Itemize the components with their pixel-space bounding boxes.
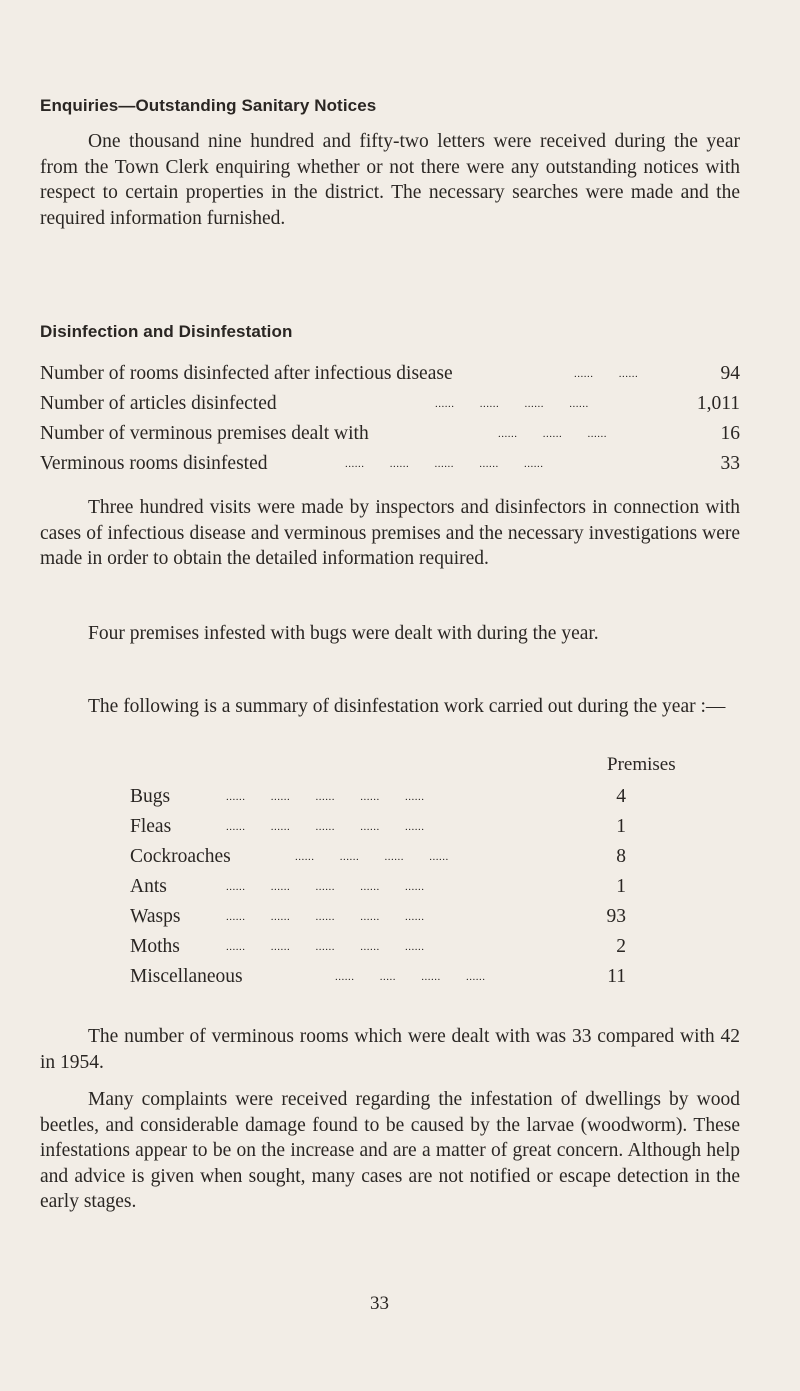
page-number: 33 <box>370 1293 389 1314</box>
stat-value: 1,011 <box>696 393 740 414</box>
dot-leader: ...... ...... ...... ...... ...... <box>226 941 425 953</box>
stat-label: Number of rooms disinfected after infectious disease <box>40 363 453 384</box>
stat-label: Number of articles disinfected <box>40 393 277 414</box>
stat-value: 16 <box>720 423 740 444</box>
stat-row <box>40 452 740 476</box>
stat-value: 94 <box>720 363 740 384</box>
summary-value: 93 <box>606 906 626 927</box>
summary-row <box>130 905 626 929</box>
summary-row <box>130 935 626 959</box>
summary-value: 11 <box>607 966 626 987</box>
dot-leader: ...... ...... ...... <box>498 428 607 440</box>
visits-paragraph: Three hundred visits were made by inspectors and disinfectors in connection with cases of infectious disease and verminous premises and the necessary investigations were made in order to obtain the detailed information required. <box>40 497 740 570</box>
verminous-rooms-paragraph: The number of verminous rooms which were dealt with was 33 compared with 42 in 1954. <box>40 1026 740 1073</box>
dot-leader: ...... ...... ...... ...... ...... <box>226 791 425 803</box>
summary-label: Moths <box>130 936 180 957</box>
dot-leader: ...... ...... ...... ...... ...... <box>226 881 425 893</box>
summary-label: Bugs <box>130 786 171 807</box>
summary-value: 2 <box>616 936 626 957</box>
dot-leader: ...... ...... ...... ...... <box>435 398 589 410</box>
stat-row <box>40 422 740 446</box>
summary-label: Cockroaches <box>130 846 231 867</box>
document-page <box>40 0 740 1391</box>
section-heading-enquiries: Enquiries—Outstanding Sanitary Notices <box>40 96 377 115</box>
summary-value: 1 <box>616 876 626 897</box>
summary-value: 1 <box>616 816 626 837</box>
dot-leader: ...... ...... ...... ...... ...... <box>345 458 544 470</box>
summary-value: 8 <box>616 846 626 867</box>
dot-leader: ...... ...... ...... ...... ...... <box>226 821 425 833</box>
stat-row <box>40 392 740 416</box>
stat-row <box>40 362 740 386</box>
premises-column-header: Premises <box>607 754 676 775</box>
summary-label: Wasps <box>130 906 181 927</box>
summary-label: Ants <box>130 876 167 897</box>
dot-leader: ...... ...... <box>574 368 639 380</box>
woodworm-paragraph: Many complaints were received regarding the infestation of dwellings by wood beetles, and considerable damage found to be caused by the larvae (woodworm). These infestations appear to be on the increase and are a matter of great concern. Although help and advice is given when sought, many cases are not notified or escape detection in the early stages. <box>40 1089 740 1213</box>
summary-value: 4 <box>616 786 626 807</box>
stat-label: Number of verminous premises dealt with <box>40 423 369 444</box>
dot-leader: ...... ..... ...... ...... <box>335 971 486 983</box>
enquiries-paragraph: One thousand nine hundred and fifty-two letters were received during the year from the Town Clerk enquiring whether or not there were any outstanding notices with respect to certain properties in the district. The necessary searches were made and the required information furnished. <box>40 131 740 229</box>
section-heading-disinfection: Disinfection and Disinfestation <box>40 322 293 341</box>
stat-value: 33 <box>720 453 740 474</box>
summary-label: Fleas <box>130 816 172 837</box>
summary-row <box>130 845 626 869</box>
dot-leader: ...... ...... ...... ...... ...... <box>226 911 425 923</box>
summary-row <box>130 965 626 989</box>
summary-label: Miscellaneous <box>130 966 243 987</box>
summary-row <box>130 815 626 839</box>
dot-leader: ...... ...... ...... ...... <box>295 851 449 863</box>
summary-row <box>130 875 626 899</box>
bugs-paragraph: Four premises infested with bugs were dealt with during the year. <box>88 623 599 644</box>
summary-intro-paragraph: The following is a summary of disinfestation work carried out during the year :— <box>88 696 726 717</box>
summary-row <box>130 785 626 809</box>
stat-label: Verminous rooms disinfested <box>40 453 268 474</box>
